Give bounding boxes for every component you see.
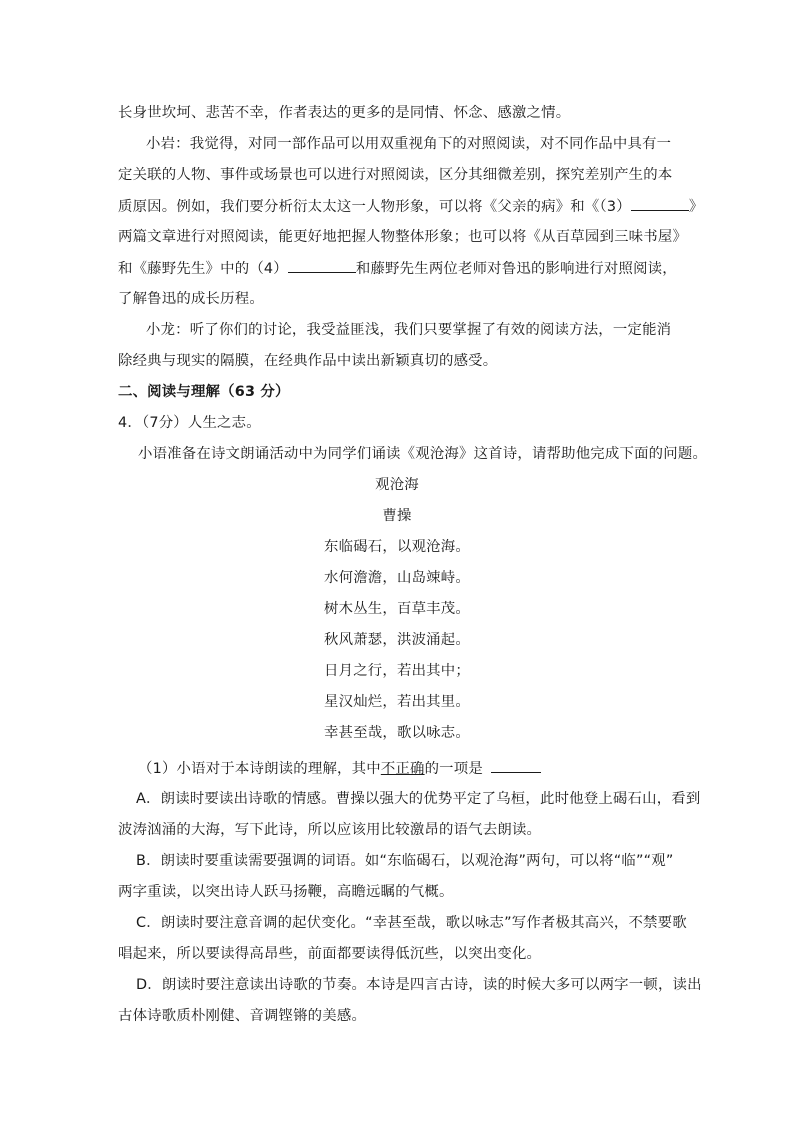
xiaoyan-line-5-end: 和藤野先生两位老师对鲁迅的影响进行对照阅读，	[355, 261, 677, 277]
prompt-end: 的一项是	[424, 761, 483, 777]
option-b-line-2: 两字重读，以突出诗人跃马扬鞭，高瞻远瞩的气概。	[118, 884, 454, 900]
xiaoyan-line-6: 了解鲁迅的成长历程。	[118, 291, 264, 307]
xiaoyan-line-2: 定关联的人物、事件或场景也可以进行对照阅读，区分其细微差别，探究差别产生的本	[118, 167, 673, 183]
option-c-line-1: C．朗读时要注意音调的起伏变化。“幸甚至哉，歌以咏志”写作者极其高兴，不禁要歌	[136, 915, 687, 931]
poem-line: 星汉灿烂，若出其里。	[324, 694, 470, 710]
poem-line: 东临碣石，以观沧海。	[324, 539, 470, 555]
subquestion-1-prompt	[138, 758, 708, 779]
poem-author: 曹操	[382, 508, 412, 524]
option-c-line-2: 唱起来，所以要读得高昂些，前面都要读得低沉些，以突出变化。	[118, 946, 542, 962]
xiaoyan-line-5	[118, 258, 688, 279]
xiaoyan-line-3-text: 质原因。例如，我们要分析衍太太这一人物形象，可以将《父亲的病》和《（3）	[118, 199, 631, 215]
poem-line: 树木丛生，百草丰茂。	[324, 601, 470, 617]
poem-line: 秋风萧瑟，洪波涌起。	[324, 632, 470, 648]
xiaoyan-line-3-end: 》	[688, 199, 704, 215]
option-d-line-2: 古体诗歌质朴刚健、音调铿锵的美感。	[118, 1008, 367, 1024]
option-a-line-1: A．朗读时要读出诗歌的情感。曹操以强大的优势平定了乌桓，此时他登上碣石山，看到	[136, 791, 701, 807]
xiaolong-line-2: 除经典与现实的隔膜，在经典作品中读出新颖真切的感受。	[118, 353, 498, 369]
option-d-line-1: D．朗读时要注意读出诗歌的节奏。本诗是四言古诗，读的时候大多可以两字一顿，读出	[136, 977, 702, 993]
poem-title: 观沧海	[375, 477, 419, 493]
answer-blank-4[interactable]	[288, 258, 356, 273]
question-4-title: 4．（7分）人生之志。	[118, 415, 261, 431]
xiaoyan-line-1: 小岩：我觉得，对同一部作品可以用双重视角下的对照阅读，对不同作品中具有一	[146, 136, 672, 152]
xiaolong-line-1: 小龙：听了你们的讨论，我受益匪浅，我们只要掌握了有效的阅读方法，一定能消	[146, 322, 672, 338]
question-4-intro: 小语准备在诗文朗诵活动中为同学们诵读《观沧海》这首诗，请帮助他完成下面的问题。	[138, 446, 708, 462]
xiaoyan-line-4: 两篇文章进行对照阅读，能更好地把握人物整体形象；也可以将《从百草园到三味书屋》	[118, 229, 688, 245]
poem-line: 水何澹澹，山岛竦峙。	[324, 570, 470, 586]
answer-blank-1[interactable]	[491, 758, 541, 773]
option-a-line-2: 波涛汹涌的大海，写下此诗，所以应该用比较激昂的语气去朗读。	[118, 822, 542, 838]
prompt-underlined: 不正确	[380, 761, 425, 777]
xiaoyan-line-3	[118, 196, 704, 217]
answer-blank-3[interactable]	[631, 196, 689, 211]
poem-line: 幸甚至哉，歌以咏志。	[324, 725, 470, 741]
xiaoyan-line-5-start: 和《藤野先生》中的（4）	[118, 261, 288, 277]
prompt-start: （1）小语对于本诗朗读的理解，其中	[138, 761, 381, 777]
option-b-line-1: B．朗读时要重读需要强调的词语。如“东临碣石，以观沧海”两句，可以将“临”“观”	[136, 853, 674, 869]
poem-line: 日月之行，若出其中；	[324, 663, 470, 679]
section-heading: 二、阅读与理解（63 分）	[118, 384, 290, 400]
paragraph-line: 长身世坎坷、悲苦不幸，作者表达的更多的是同情、怀念、感激之情。	[118, 105, 571, 121]
